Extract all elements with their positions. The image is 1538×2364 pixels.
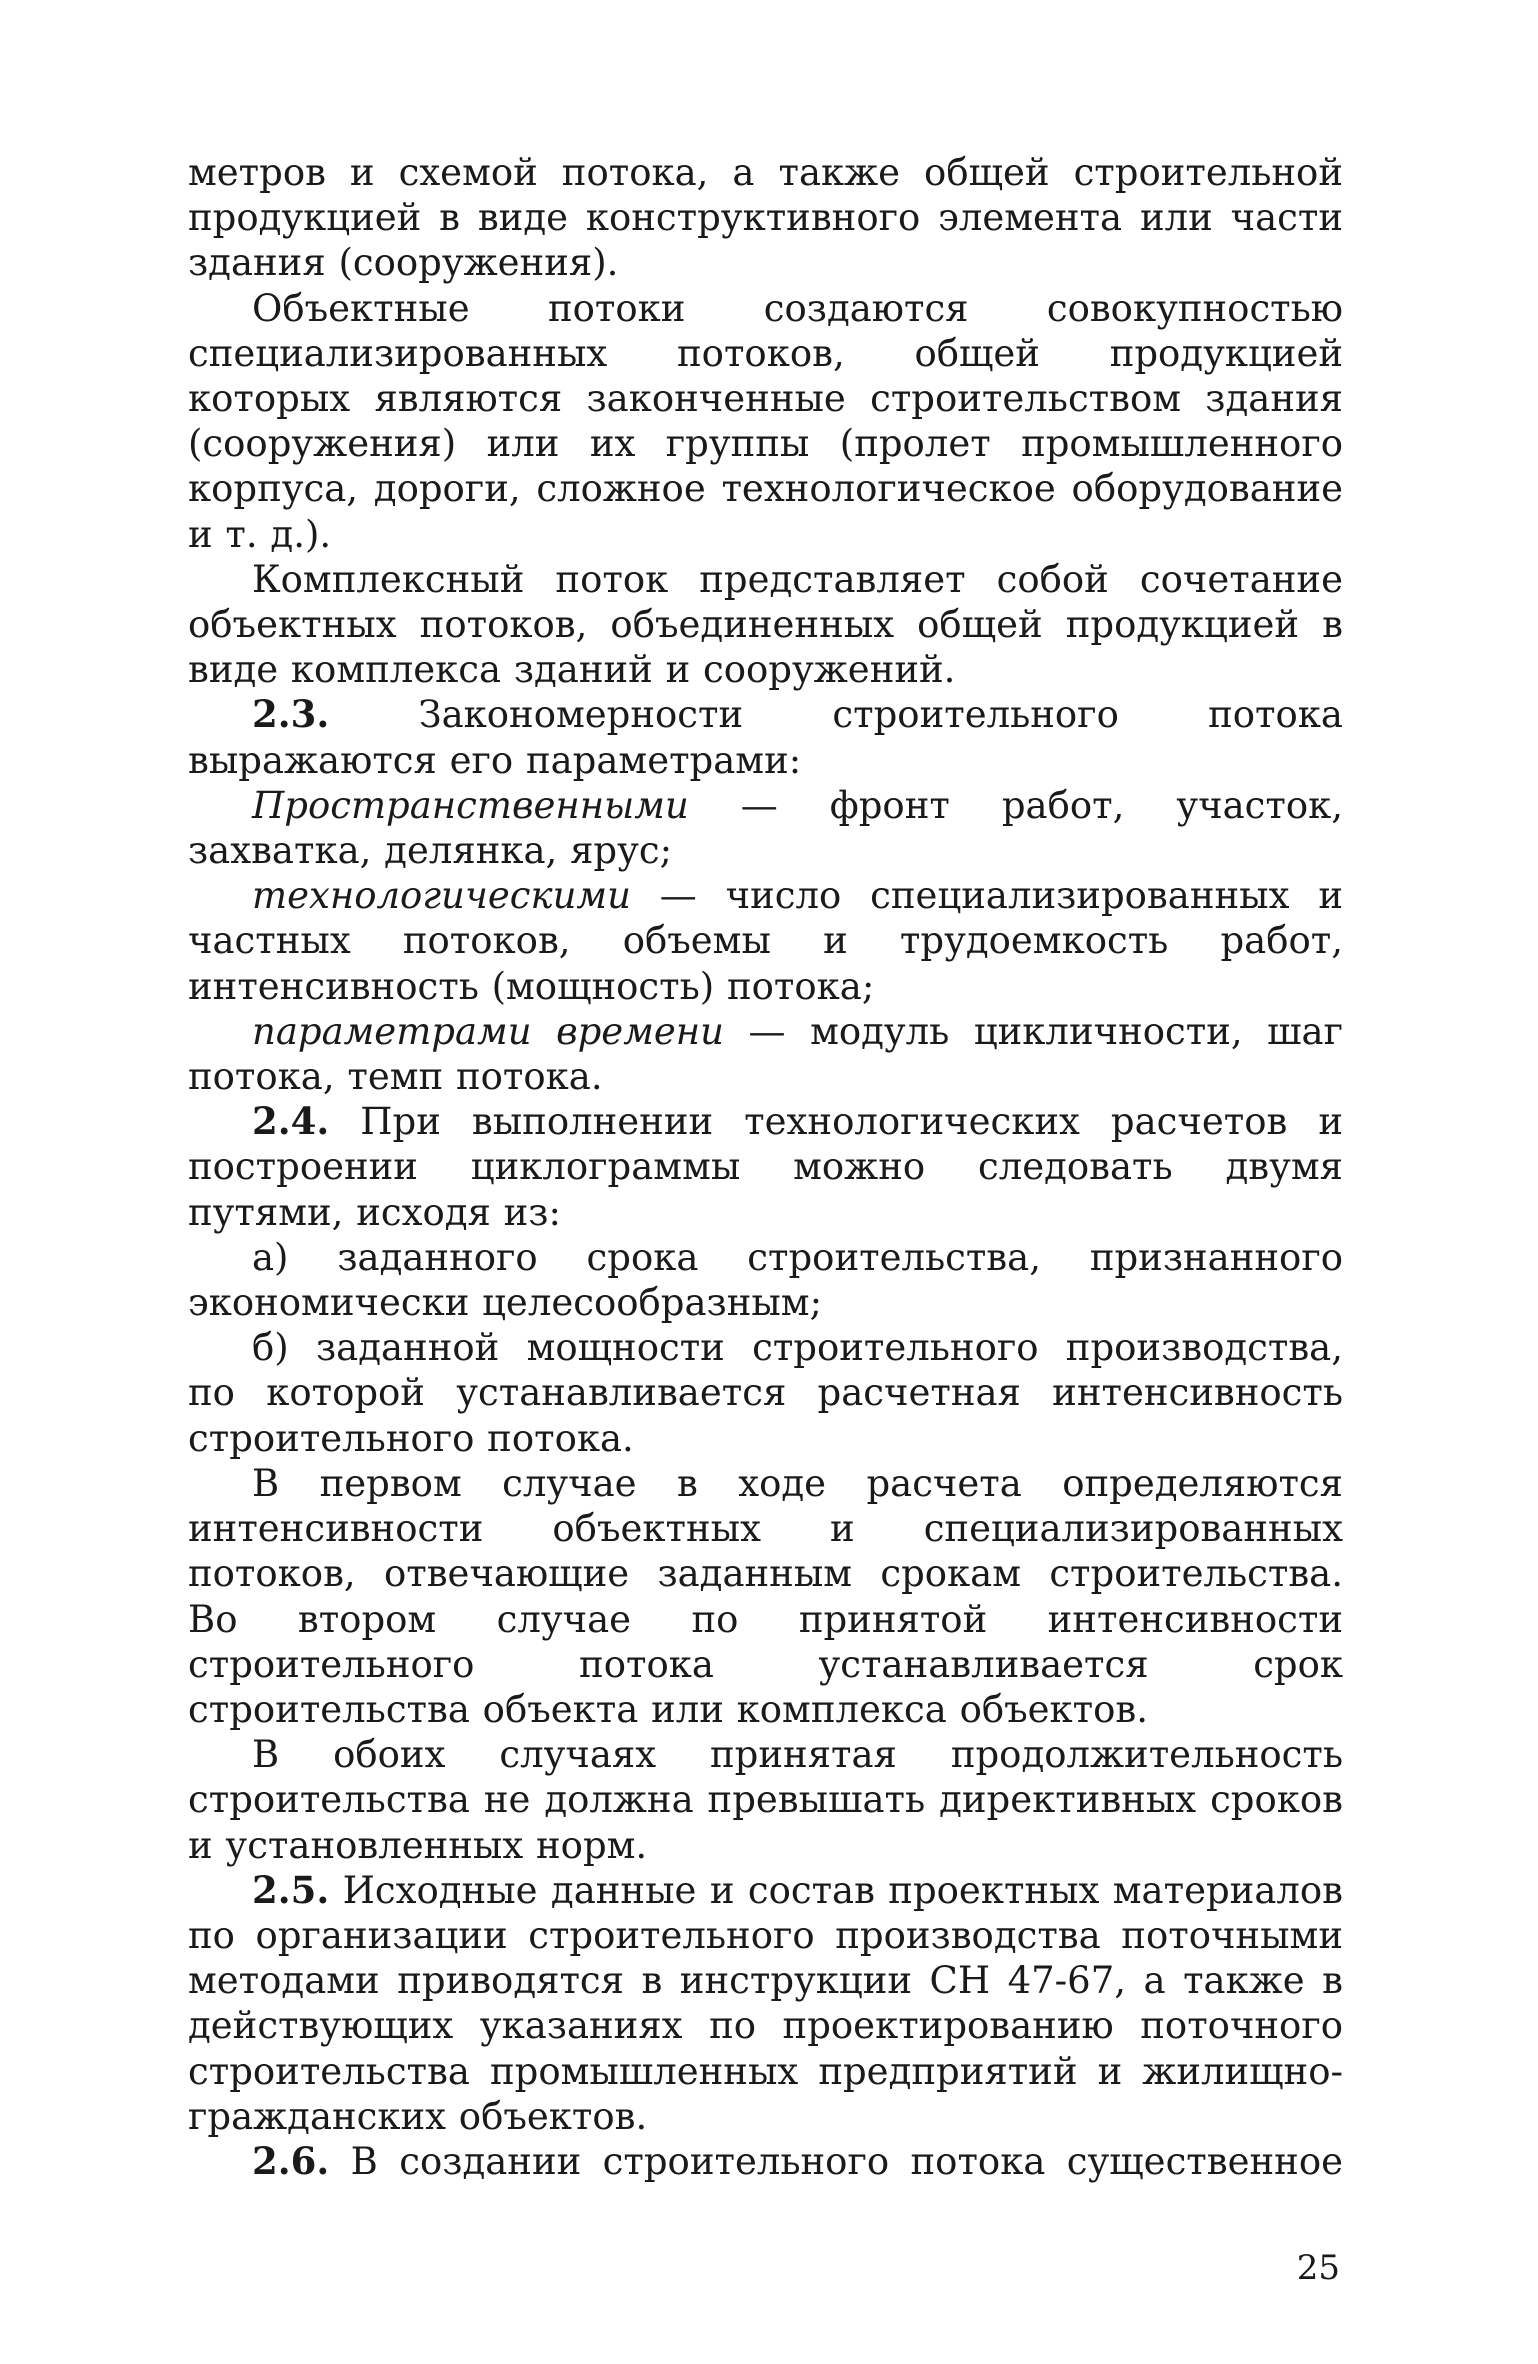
paragraph xyxy=(188,557,1343,693)
paragraph-text: а) заданного срока строительства, признанного экономически целесообразным; xyxy=(188,1235,1343,1325)
list-item xyxy=(188,1325,1343,1461)
parameter-term: параметрами времени xyxy=(252,1009,724,1053)
parameter-term: технологическими xyxy=(252,874,631,918)
paragraph-text: При выполнении технологических расчетов и построении циклограммы можно следовать двумя путями, исходя из: xyxy=(188,1100,1343,1234)
parameter-term: Пространственными xyxy=(252,783,689,827)
section-number: 2.4. xyxy=(252,1099,330,1144)
body-text xyxy=(188,150,1343,2184)
section-2-3 xyxy=(188,692,1343,782)
paragraph-text: В первом случае в ходе расчета определяются интенсивности объектных и специализированных потоков, отвечающие заданным срокам строительства. Во втором случае по принятой интенсивности строительного потока устанавливается срок строительства объекта или комплекса объектов. xyxy=(188,1461,1343,1731)
section-number: 2.5. xyxy=(252,1867,330,1912)
paragraph-text: метров и схемой потока, а также общей строительной продукцией в виде конструктивного элемента или части здания (сооружения). xyxy=(188,151,1343,285)
list-item xyxy=(188,1235,1343,1325)
section-2-5 xyxy=(188,1868,1343,2139)
parameter-item xyxy=(188,873,1343,1009)
section-number: 2.6. xyxy=(252,2138,330,2183)
paragraph-text: — фронт работ, участок, захватка, делянка, ярус; xyxy=(188,783,1343,873)
paragraph-text: б) заданной мощности строительного производства, по которой устанавливается расчетная интенсивность строительного потока. xyxy=(188,1326,1343,1460)
paragraph-text: В обоих случаях принятая продолжительность строительства не должна превышать директивных сроков и установленных норм. xyxy=(188,1733,1343,1867)
page-number: 25 xyxy=(1296,2248,1340,2288)
paragraph xyxy=(188,286,1343,557)
parameter-item xyxy=(188,783,1343,873)
paragraph-text: В создании строительного потока существенное xyxy=(329,2139,1343,2183)
section-number: 2.3. xyxy=(252,692,330,737)
section-2-4 xyxy=(188,1099,1343,1235)
paragraph-text: — число специализированных и частных потоков, объемы и трудоемкость работ, интенсивность (мощность) потока; xyxy=(188,874,1343,1008)
paragraph-text: Объектные потоки создаются совокупностью специализированных потоков, общей продукцией которых являются законченные строительством здания (сооружения) или их группы (пролет промышленного корпуса, дороги, сложное технологическое оборудование и т. д.). xyxy=(188,286,1343,556)
paragraph-text: — модуль цикличности, шаг потока, темп потока. xyxy=(188,1009,1343,1099)
paragraph-text: Исходные данные и состав проектных материалов по организации строительного производства поточными методами приводятся в инструкции СН 47-67, а также в действующих указаниях по проектированию поточного строительства промышленных предприятий и жилищно-гражданских объектов. xyxy=(188,1868,1343,2138)
parameter-item xyxy=(188,1009,1343,1099)
paragraph-text: Закономерности строительного потока выражаются его параметрами: xyxy=(188,693,1343,782)
paragraph-text: Комплексный поток представляет собой сочетание объектных потоков, объединенных общей продукцией в виде комплекса зданий и сооружений. xyxy=(188,557,1343,692)
section-2-6 xyxy=(188,2139,1343,2184)
paragraph xyxy=(188,1461,1343,1732)
paragraph xyxy=(188,1732,1343,1868)
paragraph xyxy=(188,150,1343,286)
